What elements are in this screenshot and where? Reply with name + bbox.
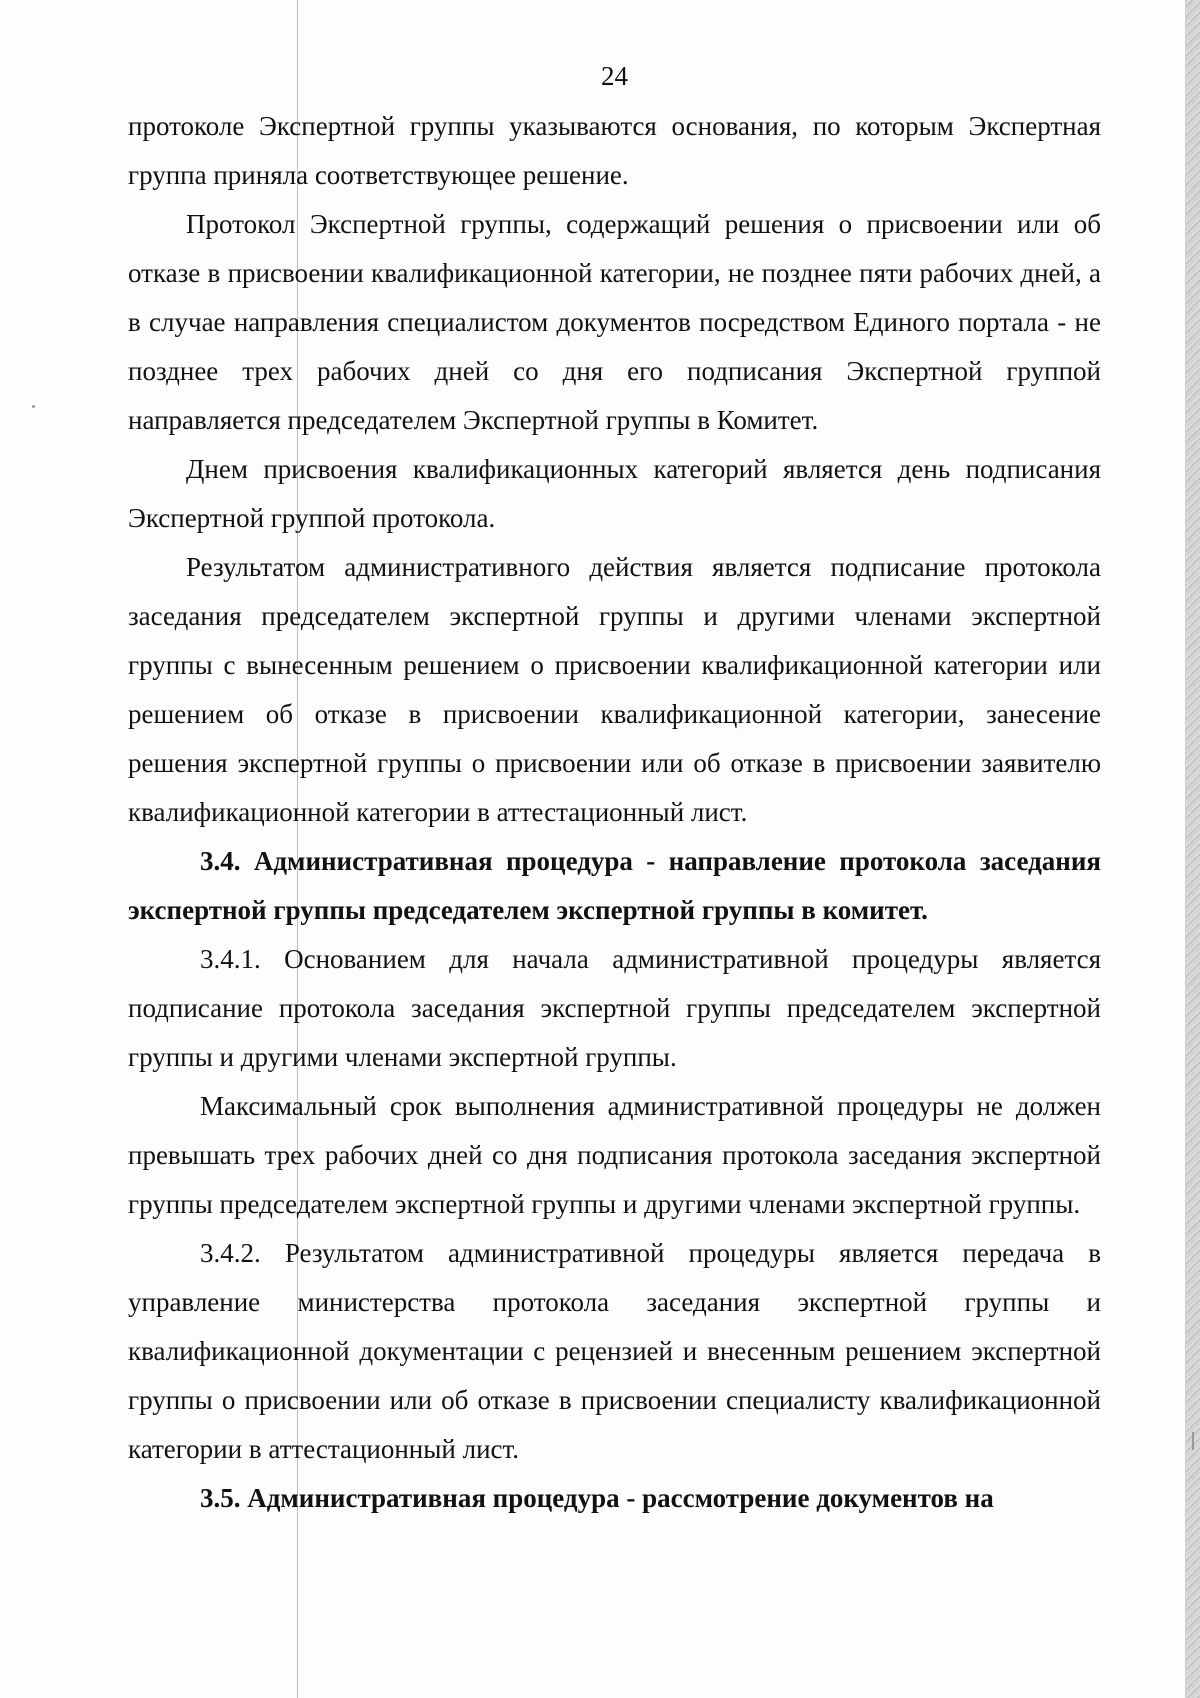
paragraph-max-term: Максимальный срок выполнения административной процедуры не должен превышать трех рабочих дней со дня подписания протокола заседания экспертной группы председателем экспертной группы и другими членами экспертной группы. <box>128 1091 1101 1219</box>
section-heading-3-4: 3.4. Административная процедура - направление протокола заседания экспертной группы председателем экспертной группы в комитет. <box>128 846 1101 925</box>
page-number: 24 <box>601 61 628 91</box>
scan-speck <box>32 405 35 408</box>
paragraph-3-4-2: 3.4.2. Результатом административной процедуры является передача в управление министерства протокола заседания экспертной группы и квалификационной документации с рецензией и внесенным решением экспертной группы о присвоении или об отказе в присвоении специалисту квалификационной категории в аттестационный лист. <box>128 1238 1101 1464</box>
section-heading-3-5: 3.5. Административная процедура - рассмотрение документов на <box>200 1483 994 1513</box>
scan-edge-line <box>1185 0 1186 1698</box>
paragraph-protocol: Протокол Экспертной группы, содержащий решения о присвоении или об отказе в присвоении квалификационной категории, не позднее пяти рабочих дней, а в случае направления специалистом документов посредством Единого портала - не позднее трех рабочих дней со дня его подписания Экспертной группой направляется председателем Экспертной группы в Комитет. <box>128 209 1101 435</box>
paragraph-continuation: протоколе Экспертной группы указываются основания, по которым Экспертная группа приняла соответствующее решение. <box>128 111 1101 190</box>
page-content <box>128 56 1101 1523</box>
paragraph-result: Результатом административного действия является подписание протокола заседания председателем экспертной группы и другими членами экспертной группы с вынесенным решением о присвоении квалификационной категории или решением об отказе в присвоении квалификационной категории, занесение решения экспертной группы о присвоении или об отказе в присвоении заявителю квалификационной категории в аттестационный лист. <box>128 552 1101 827</box>
paragraph-3-4-1: 3.4.1. Основанием для начала административной процедуры является подписание протокола заседания экспертной группы председателем экспертной группы и другими членами экспертной группы. <box>128 944 1101 1072</box>
scan-mark <box>1192 1432 1194 1450</box>
paragraph-assignment-day: Днем присвоения квалификационных категорий является день подписания Экспертной группой протокола. <box>128 454 1101 533</box>
